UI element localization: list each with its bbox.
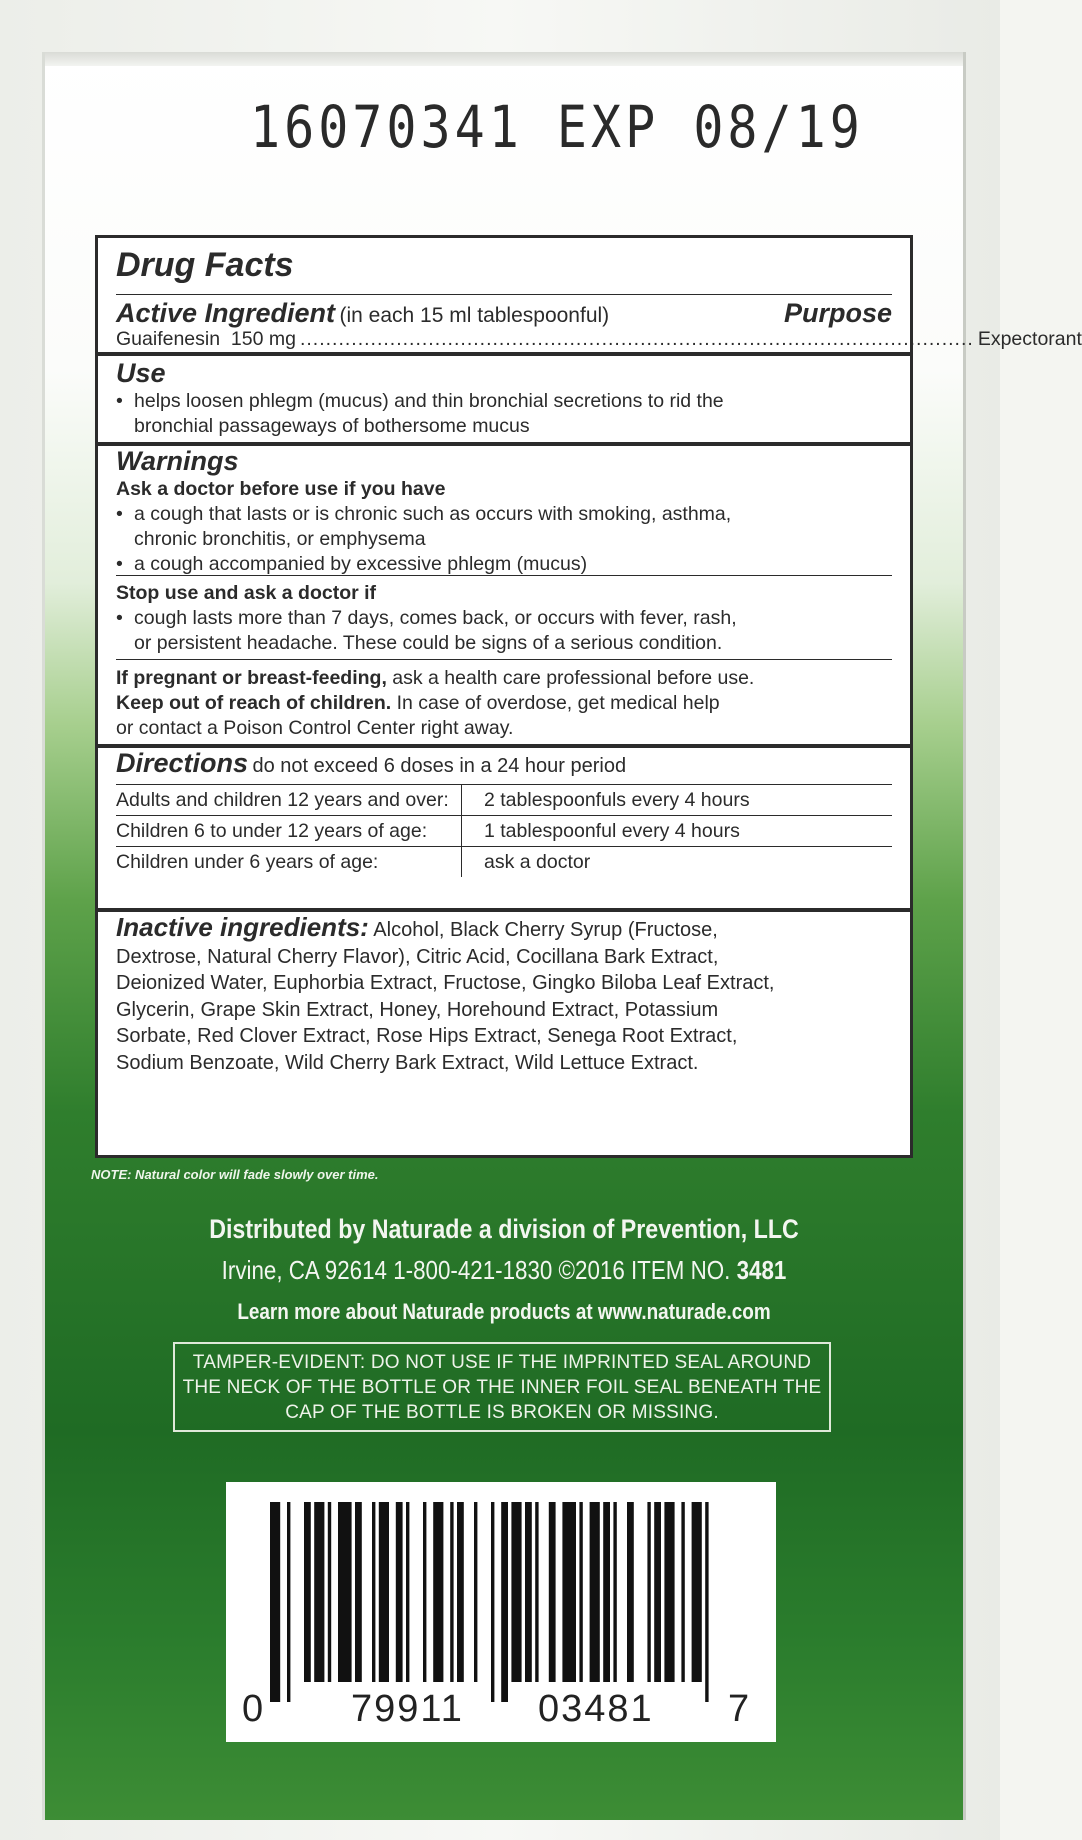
ingredient-name: Guaifenesin 150 mg [116,328,296,350]
bullet-icon: • [116,503,123,525]
table-row [116,816,892,847]
barcode-bar [450,1502,453,1682]
barcode-bar [406,1502,409,1682]
barcode-bar [287,1502,290,1702]
inactive-line: Glycerin, Grape Skin Extract, Honey, Horehound Extract, Potassium [116,998,719,1021]
barcode-bar [423,1502,426,1682]
barcode-bar [457,1502,464,1682]
stop-use-heading: Stop use and ask a doctor if [116,582,377,604]
inactive-ingredients-section [98,914,910,1076]
barcode-bar [647,1502,650,1682]
barcode-bar [692,1502,702,1682]
barcode-bar [328,1502,331,1682]
pregnant-text: ask a health care professional before use. [386,667,755,689]
use-line: helps loosen phlegm (mucus) and thin bronchial secretions to rid the [134,390,724,412]
inactive-line: Sorbate, Red Clover Extract, Rose Hips Extract, Senega Root Extract, [116,1025,738,1047]
use-line: bronchial passageways of bothersome mucus [134,415,530,437]
barcode-bar [654,1502,661,1682]
barcode-bar [355,1502,362,1682]
table-row [116,847,892,878]
stop-line: cough lasts more than 7 days, comes back, or occurs with fever, rash, [134,607,737,629]
table-cell: 2 tablespoonfuls every 4 hours [462,785,893,816]
active-ingredient-heading: Active Ingredient [116,298,336,328]
leader-dots: ......................................................................................................... [299,328,974,350]
barcode-bar [511,1502,521,1682]
active-ingredient-note: (in each 15 ml tablespoonful) [339,304,610,327]
directions-heading: Directions [116,748,249,778]
barcode-bar [433,1502,443,1682]
directions-note: do not exceed 6 doses in a 24 hour period [252,755,627,777]
barcode-bar [304,1502,311,1682]
keep-out-line2: or contact a Poison Control Center right away. [116,717,514,739]
ingredient-purpose: Expectorant [977,328,1082,350]
stop-line: or persistent headache. These could be signs of a serious condition. [134,632,723,654]
barcode-bar [270,1502,280,1702]
barcode-bar [590,1502,600,1682]
bullet-icon: • [116,390,123,412]
barcode-bar [627,1502,634,1682]
warning-line: a cough accompanied by excessive phlegm (mucus) [134,553,588,575]
barcode-bar [525,1502,532,1682]
directions-section [98,748,910,877]
barcode-bar [372,1502,375,1682]
tamper-line: THE NECK OF THE BOTTLE OR THE INNER FOIL SEAL BENEATH THE [182,1377,822,1398]
table-cell: 1 tablespoonful every 4 hours [462,816,893,847]
barcode-bars [226,1482,776,1702]
barcode-bar [705,1502,708,1702]
warnings-heading: Warnings [116,446,239,476]
inactive-line: Dextrose, Natural Cherry Flavor), Citric Acid, Cocillana Bark Extract, [116,945,719,968]
barcode-bar [664,1502,674,1682]
website-line: Learn more about Naturade products at www.naturade.com [237,1299,771,1324]
bullet-icon: • [116,607,123,629]
barcode-bar [491,1502,494,1702]
barcode-bar [379,1502,389,1682]
ask-doctor-heading: Ask a doctor before use if you have [116,478,446,500]
use-section [98,358,910,439]
barcode-bar [501,1502,508,1702]
barcode-bar [549,1502,556,1682]
divider [98,352,910,356]
inactive-heading: Inactive ingredients: [116,912,369,942]
warnings-section [98,446,910,577]
address-line [109,1255,898,1286]
drug-facts-panel [95,235,1082,1158]
barcode-digit-last: 7 [728,1688,750,1730]
barcode-bar [613,1502,616,1682]
purpose-heading: Purpose [783,298,892,328]
warning-line: chronic bronchitis, or emphysema [134,528,426,550]
table-cell: Children 6 to under 12 years of age: [116,816,462,847]
lot-expiry-code: 16070341 EXP 08/19 [250,94,864,161]
address-text: Irvine, CA 92614 1-800-421-1830 ©2016 ITEM NO. [221,1255,731,1285]
table-cell: Adults and children 12 years and over: [116,785,462,816]
keep-out-bold: Keep out of reach of children. [116,692,392,714]
upc-barcode [226,1482,776,1742]
barcode-digit-first: 0 [242,1688,264,1730]
bullet-icon: • [116,553,123,575]
directions-table [116,784,892,877]
warning-line: a cough that lasts or is chronic such as occurs with smoking, asthma, [134,503,732,525]
table-cell: Children under 6 years of age: [116,847,462,878]
barcode-bar [396,1502,403,1682]
inactive-line: Deionized Water, Euphorbia Extract, Fructose, Gingko Biloba Leaf Extract, [116,972,775,994]
package-back-panel [42,52,1082,1820]
inactive-line: Alcohol, Black Cherry Syrup (Fructose, [373,919,718,941]
drug-facts-title-section [98,246,910,285]
barcode-bar [535,1502,538,1682]
barcode-bar [474,1502,477,1682]
barcode-bar [314,1502,324,1682]
use-heading: Use [116,358,166,388]
keep-out-text: In case of overdose, get medical help [391,692,720,714]
barcode-bar [579,1502,582,1682]
table-cell: ask a doctor [462,847,893,878]
tamper-line: CAP OF THE BOTTLE IS BROKEN OR MISSING. [285,1402,719,1423]
box-top-edge [45,52,963,66]
active-ingredient-section [98,298,1082,352]
table-row [116,785,892,816]
barcode-bar [338,1502,352,1682]
item-number: 3481 [736,1255,787,1285]
barcode-group-left: 79911 [351,1688,464,1730]
pregnancy-section [98,666,910,741]
inactive-line: Sodium Benzoate, Wild Cherry Bark Extract, Wild Lettuce Extract. [116,1051,699,1074]
distributor-line: Distributed by Naturade a division of Prevention, LLC [209,1214,799,1244]
drug-facts-title: Drug Facts [116,246,294,284]
barcode-bar [562,1502,576,1682]
barcode-bar [603,1502,610,1682]
stop-use-section [98,581,910,656]
tamper-evident-box [173,1342,831,1432]
divider [116,575,892,576]
tamper-line: TAMPER-EVIDENT: DO NOT USE IF THE IMPRINTED SEAL AROUND [192,1352,812,1373]
barcode-group-right: 03481 [538,1688,654,1730]
divider [116,294,892,295]
divider [116,659,892,660]
pregnant-bold: If pregnant or breast-feeding, [116,667,387,689]
color-fade-note: NOTE: Natural color will fade slowly over time. [91,1167,379,1182]
barcode-bar [681,1502,684,1682]
